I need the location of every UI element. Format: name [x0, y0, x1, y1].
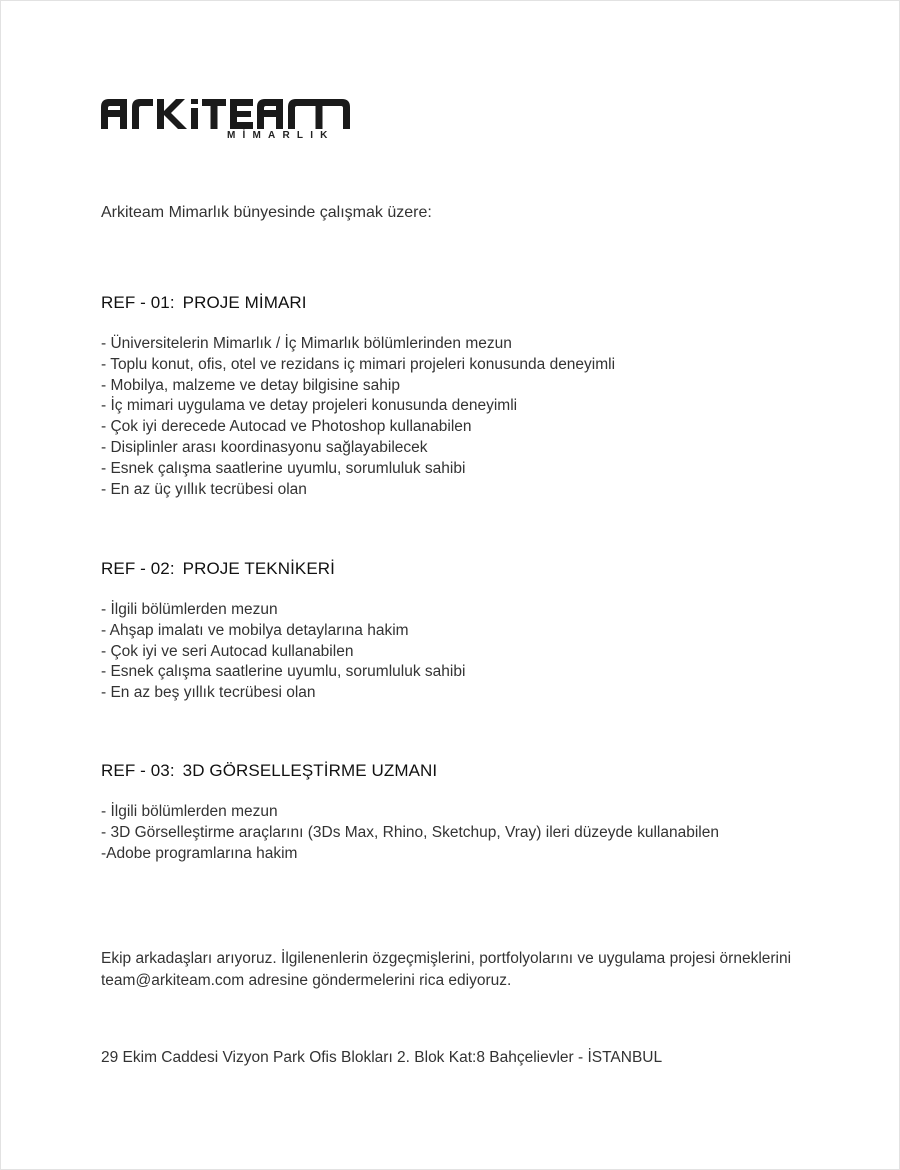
list-item: - İlgili bölümlerden mezun — [101, 803, 278, 820]
closing-paragraph — [101, 948, 791, 992]
role-title: PROJE TEKNİKERİ — [182, 559, 335, 578]
list-item: - Toplu konut, ofis, otel ve rezidans iç mimari projeleri konusunda deneyimli — [101, 355, 616, 373]
list-item: - Ahşap imalatı ve mobilya detaylarına hakim — [101, 621, 409, 639]
closing-line: team@arkiteam.com adresine göndermelerini rica ediyoruz. — [101, 972, 512, 989]
closing-line: Ekip arkadaşları arıyoruz. İlgilenenlerin özgeçmişlerini, portfolyolarını ve uygulama projesi örneklerini — [101, 950, 792, 967]
list-item: - Üniversitelerin Mimarlık / İç Mimarlık bölümlerinden mezun — [101, 335, 512, 352]
requirements-list — [101, 334, 615, 500]
role-title: PROJE MİMARI — [182, 293, 307, 312]
role-title: 3D GÖRSELLEŞTİRME UZMANI — [182, 761, 438, 780]
job-section-ref-01 — [101, 293, 615, 500]
list-item: - Çok iyi ve seri Autocad kullanabilen — [101, 642, 354, 660]
list-item: -Adobe programlarına hakim — [101, 844, 298, 862]
job-section-ref-03 — [101, 761, 719, 864]
ref-code: REF - 02: — [101, 559, 175, 578]
list-item: - En az beş yıllık tecrübesi olan — [101, 684, 316, 702]
list-item: - Mobilya, malzeme ve detay bilgisine sahip — [101, 376, 400, 394]
section-heading — [101, 559, 465, 579]
list-item: - Esnek çalışma saatlerine uyumlu, sorumluluk sahibi — [101, 459, 466, 477]
intro-text: Arkiteam Mimarlık bünyesinde çalışmak üzere: — [101, 204, 432, 221]
section-heading — [101, 761, 719, 781]
list-item: - Esnek çalışma saatlerine uyumlu, sorumluluk sahibi — [101, 663, 466, 681]
logo-subtitle: MİMARLIK — [227, 130, 335, 141]
list-item: - İlgili bölümlerden mezun — [101, 601, 278, 618]
list-item: - 3D Görselleştirme araçlarını (3Ds Max, Rhino, Sketchup, Vray) ileri düzeyde kullanabilen — [101, 823, 719, 841]
ref-code: REF - 03: — [101, 761, 175, 780]
requirements-list — [101, 802, 719, 864]
list-item: - Disiplinler arası koordinasyonu sağlayabilecek — [101, 438, 428, 456]
logo-wordmark-icon — [101, 99, 351, 129]
list-item: - İç mimari uygulama ve detay projeleri konusunda deneyimli — [101, 397, 518, 415]
ref-code: REF - 01: — [101, 293, 175, 312]
requirements-list — [101, 600, 465, 704]
address-footer: 29 Ekim Caddesi Vizyon Park Ofis Blokları 2. Blok Kat:8 Bahçelievler - İSTANBUL — [101, 1049, 663, 1066]
section-heading — [101, 293, 615, 313]
list-item: - Çok iyi derecede Autocad ve Photoshop kullanabilen — [101, 418, 472, 436]
list-item: - En az üç yıllık tecrübesi olan — [101, 480, 307, 498]
job-section-ref-02 — [101, 559, 465, 704]
